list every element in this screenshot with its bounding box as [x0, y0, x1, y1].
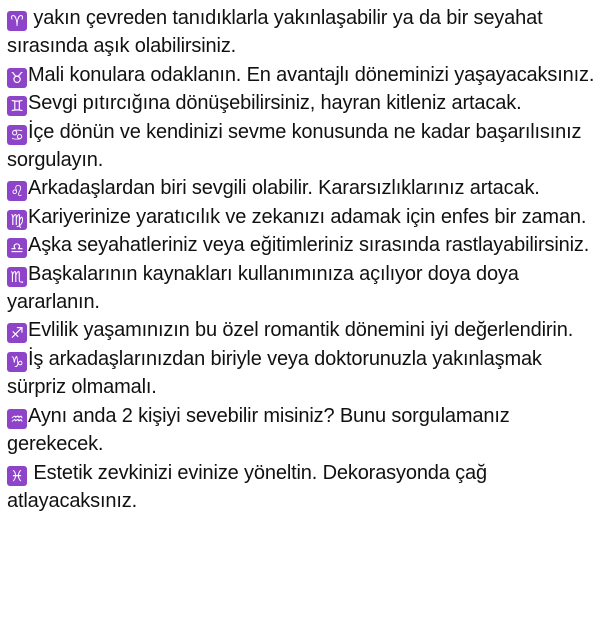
entry-text: Mali konulara odaklanın. En avantajlı döneminizi yaşayacaksınız. — [28, 63, 595, 86]
entry-text: Arkadaşlardan biri sevgili olabilir. Kararsızlıklarınız artacak. — [28, 177, 540, 200]
entry-virgo — [7, 203, 603, 231]
entry-text: Kariyerinize yaratıcılık ve zekanızı adamak için enfes bir zaman. — [28, 205, 587, 228]
entry-gemini — [7, 89, 603, 117]
entry-aquarius — [7, 402, 603, 459]
pisces-icon: ♓ — [7, 466, 27, 486]
entry-aries — [7, 4, 603, 61]
entry-pisces — [7, 459, 603, 516]
leo-icon: ♌ — [7, 181, 27, 201]
entry-text: Aynı anda 2 kişiyi sevebilir misiniz? Bunu sorgulamanız gerekecek. — [7, 404, 510, 456]
entry-text: İçe dönün ve kendinizi sevme konusunda ne kadar başarılısınız sorgulayın. — [7, 120, 582, 172]
entry-taurus — [7, 61, 603, 89]
entry-capricorn — [7, 345, 603, 402]
entry-libra — [7, 231, 603, 259]
entry-text: Aşka seyahatleriniz veya eğitimleriniz sırasında rastlayabilirsiniz. — [28, 234, 590, 257]
capricorn-icon: ♑ — [7, 352, 27, 372]
entry-leo — [7, 174, 603, 202]
entry-text: Evlilik yaşamınızın bu özel romantik dönemini iyi değerlendirin. — [28, 319, 574, 342]
entry-text: Sevgi pıtırcığına dönüşebilirsiniz, hayran kitleniz artacak. — [28, 92, 522, 115]
cancer-icon: ♋ — [7, 125, 27, 145]
entry-text: Başkalarının kaynakları kullanımınıza açılıyor doya doya yararlanın. — [7, 262, 519, 314]
entry-text: Estetik zevkinizi evinize yöneltin. Dekorasyonda çağ atlayacaksınız. — [7, 461, 487, 512]
scorpio-icon: ♏ — [7, 267, 27, 287]
aquarius-icon: ♒ — [7, 409, 27, 429]
virgo-icon: ♍ — [7, 210, 27, 230]
entry-scorpio — [7, 260, 603, 317]
entry-text: İş arkadaşlarınızdan biriyle veya doktorunuzla yakınlaşmak sürpriz olmamalı. — [7, 347, 542, 399]
entry-text: yakın çevreden tanıdıklarla yakınlaşabilir ya da bir seyahat sırasında aşık olabilirsiniz. — [7, 7, 543, 58]
gemini-icon: ♊ — [7, 96, 27, 116]
sagittarius-icon: ♐ — [7, 323, 27, 343]
libra-icon: ♎ — [7, 238, 27, 258]
entry-cancer — [7, 118, 603, 175]
taurus-icon: ♉ — [7, 68, 27, 88]
aries-icon: ♈ — [7, 11, 27, 31]
entry-sagittarius — [7, 316, 603, 344]
